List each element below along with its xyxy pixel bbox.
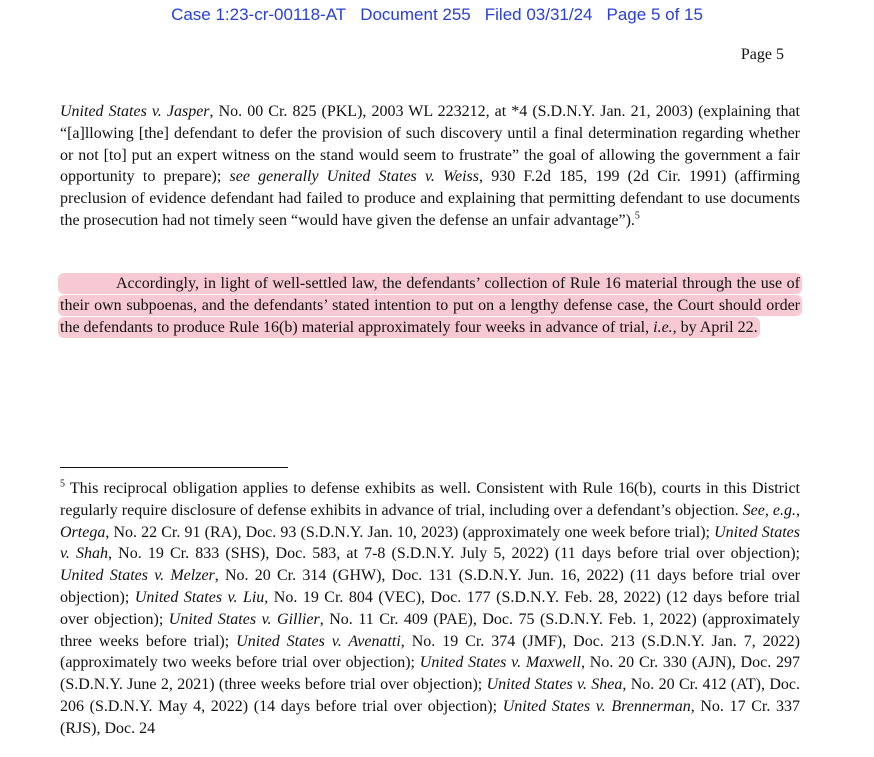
signal-citation: See, e.g. — [742, 501, 797, 519]
paragraph-text: , by April 22. — [672, 318, 758, 336]
case-citation: United States v. Maxwell — [419, 654, 581, 672]
case-citation: United States v. Liu — [134, 588, 265, 606]
footnote-text: , No. 20 Cr. 412 (AT), Doc. 206 (S.D.N.Y. May 4, 2022) (14 days before trial over objection); — [60, 676, 800, 715]
case-citation: United States v. Shea — [486, 676, 623, 694]
document-number: Document 255 — [360, 5, 471, 24]
case-citation: United States v. Shah — [60, 523, 800, 563]
footnote-text: , No. 11 Cr. 409 (PAE), Doc. 75 (S.D.N.Y. Feb. 1, 2022) (approximately three weeks before trial); — [60, 610, 801, 650]
footnote-reference: 5 — [634, 210, 640, 222]
paragraph-text: Accordingly, in light of well-settled law, the defendants’ collection of Rule 16 material through the use of their own subpoenas, and the defendants’ stated intention to put on a lengthy defense case, the Court should order the defendants to produce Rule 16(b) material approximately four weeks in advance of trial, — [60, 275, 800, 336]
page-label: Page 5 — [740, 46, 784, 63]
highlighted-text[interactable] — [60, 275, 800, 336]
paragraph-conclusion — [60, 273, 800, 338]
footnote-text: , No. 17 Cr. 337 (RJS), Doc. 24 — [60, 697, 800, 737]
footnote-text: , No. 19 Cr. 833 (SHS), Doc. 583, at 7-8 (S.D.N.Y. July 5, 2022) (11 days before trial over objection); — [108, 545, 800, 563]
footnote-text: This reciprocal obligation applies to defense exhibits as well. Consistent with Rule 16(b), courts in this District regularly require disclosure of defense exhibits in advance of trial, including over a defendant’s objection. — [60, 480, 800, 519]
footnote-text: , No. 19 Cr. 804 (VEC), Doc. 177 (S.D.N.Y. Feb. 28, 2022) (12 days before trial over objection); — [60, 588, 801, 628]
paragraph-text: , No. 00 Cr. 825 (PKL), 2003 WL 223212, at *4 (S.D.N.Y. Jan. 21, 2003) (explaining that “[a]llowing [the] defendant to defer the provision of such discovery until a final determination regarding whether or not [to] put an expert witness on the stand would seem to frustrate” the goal of allowing the government a fair opportunity to prepare); — [60, 103, 800, 186]
footnote-text: , — [796, 501, 801, 519]
footnote-5 — [60, 478, 800, 740]
page-count: Page 5 of 15 — [606, 5, 703, 24]
ecf-filing-header — [0, 5, 874, 25]
filed-date: Filed 03/31/24 — [484, 5, 593, 24]
case-citation: United States v. Brennerman — [502, 697, 691, 715]
footnote-text: , No. 20 Cr. 314 (GHW), Doc. 131 (S.D.N.Y. Jun. 16, 2022) (11 days before trial over objection); — [60, 567, 801, 606]
footnote-text: , No. 20 Cr. 330 (AJN), Doc. 297 (S.D.N.Y. June 2, 2021) (three weeks before trial over objection); — [60, 654, 801, 694]
case-citation: United States v. Jasper — [60, 103, 210, 120]
case-citation: United States v. Avenatti — [236, 632, 401, 650]
footnote-number: 5 — [60, 478, 65, 490]
case-number: Case 1:23-cr-00118-AT — [171, 5, 347, 24]
footnote-text: , No. 22 Cr. 91 (RA), Doc. 93 (S.D.N.Y. Jan. 10, 2023) (approximately one week before trial); — [105, 523, 715, 541]
paragraph-text: , 930 F.2d 185, 199 (2d Cir. 1991) (affirming preclusion of evidence defendant had failed to produce and explaining that permitting defendant to use documents the prosecution had not timely seen “would have given the defense an unfair advantage”). — [60, 168, 801, 229]
footnote-text: , No. 19 Cr. 374 (JMF), Doc. 213 (S.D.N.Y. Jan. 7, 2022) (approximately two weeks before trial over objection); — [60, 632, 800, 672]
case-citation: United States v. Gillier — [168, 610, 320, 628]
ie-abbreviation: i.e. — [653, 318, 673, 336]
footnote-separator — [60, 467, 288, 468]
paragraph-citations — [60, 101, 800, 232]
case-citation: see generally United States v. Weiss — [229, 168, 479, 186]
case-citation: United States v. Melzer — [60, 567, 215, 585]
case-citation: Ortega — [60, 523, 106, 541]
